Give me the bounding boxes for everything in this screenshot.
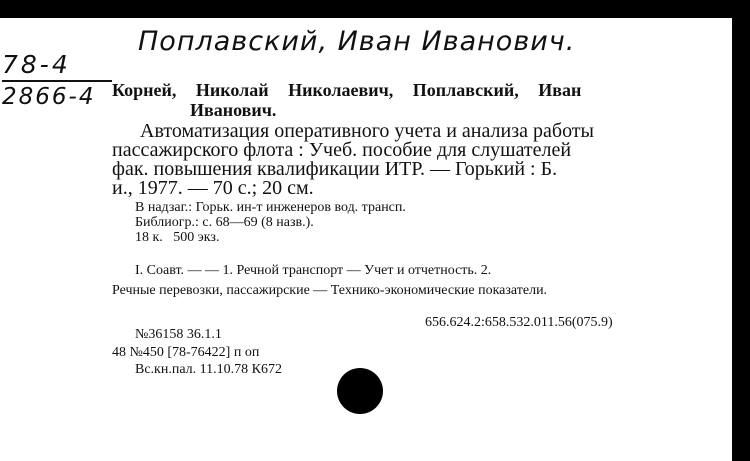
note-line-3: 18 к. 500 экз. <box>135 230 220 245</box>
catalog-card <box>0 18 732 461</box>
title-line-2: пассажирского флота : Учеб. пособие для слушателей <box>112 139 572 161</box>
author-heading-line1: Корней, Николай Николаевич, Поплавский, Иван <box>112 80 582 100</box>
handwritten-name: Поплавский, Иван Иванович. <box>138 26 576 57</box>
note-line-1: В надзаг.: Горьк. ин-т инженеров вод. трансп. <box>135 200 406 215</box>
author-heading-line2: Иванович. <box>190 100 277 120</box>
title-line-3: фак. повышения квалификации ИТР. — Горький : Б. <box>112 158 558 180</box>
handwritten-code-bottom: 2866-4 <box>2 84 96 110</box>
footer-line-2: 48 №450 [78-76422] п оп <box>112 345 260 360</box>
title-line-1: Автоматизация оперативного учета и анализа работы <box>140 120 594 142</box>
note-line-2: Библиогр.: с. 68—69 (8 назв.). <box>135 215 314 230</box>
footer-line-3: Вс.кн.пал. 11.10.78 К672 <box>135 362 282 377</box>
title-line-4: и., 1977. — 70 с.; 20 см. <box>112 177 314 199</box>
udc-code: 656.624.2:658.532.011.56(075.9) <box>425 315 613 330</box>
handwritten-underline <box>2 80 112 82</box>
card-punch-hole <box>337 368 383 414</box>
handwritten-code-top: 78-4 <box>2 50 71 79</box>
subject-line-1: I. Соавт. — — 1. Речной транспорт — Учет и отчетность. 2. <box>135 263 492 278</box>
subject-line-2: Речные перевозки, пассажирские — Технико-экономические показатели. <box>112 283 548 298</box>
footer-line-1: №36158 36.1.1 <box>135 327 222 342</box>
